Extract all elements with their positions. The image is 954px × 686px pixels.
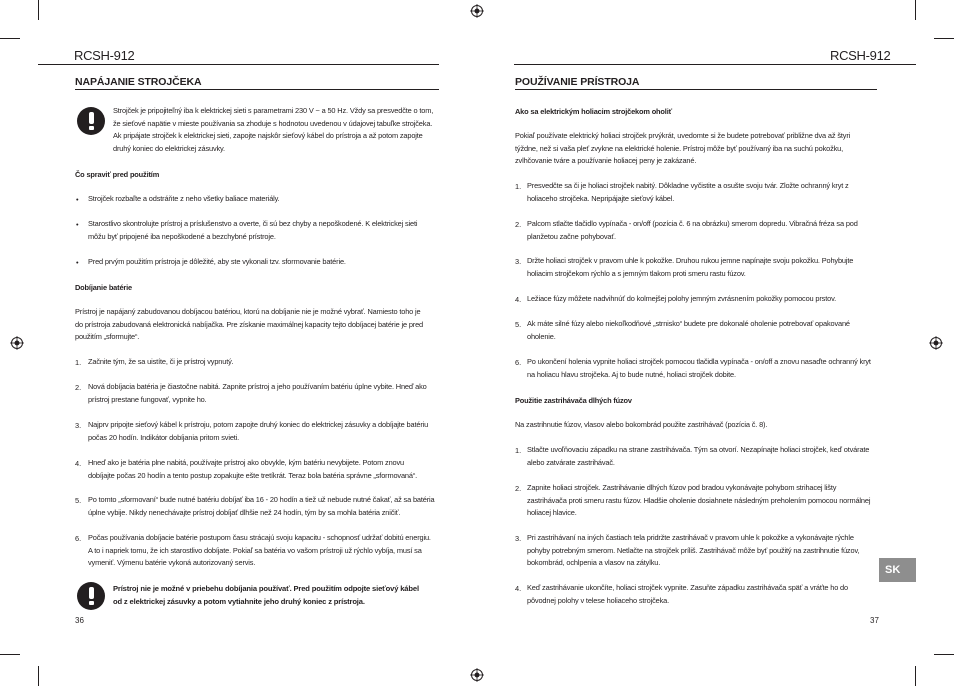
list-item: Ležiace fúzy môžete nadvihnúť do kolmejšej polohy jemným zvrásnením pokožky pomocou prstov. bbox=[527, 294, 836, 303]
section-heading: NAPÁJANIE STROJČEKA bbox=[75, 76, 202, 88]
heading-rule bbox=[515, 89, 877, 90]
step-number: 3. bbox=[75, 421, 82, 430]
model-name-left: RCSH-912 bbox=[74, 48, 135, 63]
step-number: 1. bbox=[515, 446, 522, 455]
warning-text: Strojček je pripojiteľný iba k elektrickej sieti s parametrami 230 V ~ a 50 Hz. Vždy sa presvedčte o tom, že sieťové napätie v mieste používania sa zhoduje s hodnotou uvedenou v údajovej tabuľke strojčeka. Ak pripájate strojček k elektrickej sieti, zapojte najskôr sieťový kábel do prístroja a až potom zapojte druhý koniec do elektrickej zásuvky. bbox=[113, 106, 434, 153]
step-number: 4. bbox=[515, 295, 522, 304]
page-number: 36 bbox=[75, 616, 84, 625]
list-item: Po tomto „sformovaní“ bude nutné batériu dobíjať iba 16 - 20 hodín a tiež už nebude nutné čakať, až sa batéria úplne vybije. Nikdy nenechávajte prístroj dobíjať dlhšie než 24 hodín, tým by sa mohla batéria zničiť. bbox=[88, 495, 435, 517]
subheading: Použitie zastrihávača dlhých fúzov bbox=[515, 396, 632, 405]
list-item: Nová dobíjacia batéria je čiastočne nabitá. Zapnite prístroj a jeho používaním batériu úplne vybite. Hneď ako prístroj prestane fungovať, vypnite ho. bbox=[88, 382, 427, 404]
list-item: Držte holiaci strojček v pravom uhle k pokožke. Druhou rukou jemne napínajte svoju pokožku. Pohybujte holiacim strojčekom rýchlo a s jemným tlakom proti smeru rastu fúzov. bbox=[527, 256, 854, 278]
crop-mark bbox=[915, 0, 916, 20]
paragraph: Pokiaľ používate elektrický holiaci strojček prvýkrát, uvedomte si že budete potrebovať približne dva až štyri týždne, než si vaša pleť zvykne na elektrické holenie. Prístroj môže byť používaný iba na suchú pokožku, zvlhčovanie tváre a používanie holiacej peny je zakázané. bbox=[515, 131, 851, 166]
list-item: Stlačte uvoľňovaciu západku na strane zastrihávača. Tým sa otvorí. Nezapínajte holiaci strojček, keď otvárate alebo zatvárate zastrihávač. bbox=[527, 445, 870, 467]
step-number: 6. bbox=[75, 534, 82, 543]
list-item: Presvedčte sa či je holiaci strojček nabitý. Dôkladne vyčistite a osušte svoju tvár. Zložte ochranný kryt z holiaceho strojčeka. Nepripájajte sieťový kábel. bbox=[527, 181, 849, 203]
paragraph: Prístroj je napájaný zabudovanou dobíjacou batériou, ktorú na dobíjanie nie je možné vybrať. Namiesto toho je do prístroja zabudovaná elektronická nabíjačka. Pre získanie maximálnej kapacity tejto dobíjacej batérie je pred použitím „sformujte“. bbox=[75, 307, 424, 342]
crop-mark bbox=[934, 654, 954, 655]
language-tab: SK bbox=[879, 558, 916, 582]
crop-mark bbox=[38, 666, 39, 686]
step-number: 1. bbox=[75, 358, 82, 367]
step-number: 2. bbox=[515, 484, 522, 493]
registration-mark-icon bbox=[470, 4, 484, 18]
bullet: • bbox=[76, 258, 79, 267]
crop-mark bbox=[0, 654, 20, 655]
heading-rule bbox=[75, 89, 439, 90]
warning-icon bbox=[77, 582, 105, 610]
step-number: 3. bbox=[515, 257, 522, 266]
crop-mark bbox=[38, 0, 39, 20]
crop-mark bbox=[915, 666, 916, 686]
list-item: Starostlivo skontrolujte prístroj a príslušenstvo a overte, či sú bez chyby a nepoškodené. K elektrickej sieti môžu byť pripojené iba nepoškodené a bezchybné prístroje. bbox=[88, 219, 418, 241]
registration-mark-icon bbox=[10, 336, 24, 350]
warning-icon bbox=[77, 107, 105, 135]
list-item: Pred prvým použitím prístroja je dôležité, aby ste vykonali tzv. sformovanie batérie. bbox=[88, 257, 346, 266]
step-number: 4. bbox=[75, 459, 82, 468]
step-number: 5. bbox=[515, 320, 522, 329]
page-number: 37 bbox=[870, 616, 879, 625]
registration-mark-icon bbox=[929, 336, 943, 350]
header-rule bbox=[514, 64, 916, 65]
list-item: Strojček rozbaľte a odstráňte z neho všetky baliace materiály. bbox=[88, 194, 280, 203]
subheading: Dobíjanie batérie bbox=[75, 283, 133, 292]
step-number: 6. bbox=[515, 358, 522, 367]
list-item: Najprv pripojte sieťový kábel k prístroju, potom zapojte druhý koniec do elektrickej zásuvky a dobíjajte batériu počas 20 hodín. Indikátor dobíjania pritom svieti. bbox=[88, 420, 429, 442]
model-name-right: RCSH-912 bbox=[830, 48, 891, 63]
step-number: 2. bbox=[75, 383, 82, 392]
list-item: Po ukončení holenia vypnite holiaci strojček pomocou tlačidla vypínača - on/off a znovu nasaďte ochranný kryt na holiacu hlavu strojčeka. Aj to bude nutné, holiaci strojček dobite. bbox=[527, 357, 871, 379]
step-number: 4. bbox=[515, 584, 522, 593]
list-item: Hneď ako je batéria plne nabitá, používajte prístroj ako obvykle, kým batériu nevybijete. Potom znovu dobíjajte počas 20 hodín a tento postup zopakujte ešte tretíkrát. Teraz bola batéria správne „sformovaná“. bbox=[88, 458, 418, 480]
bullet: • bbox=[76, 220, 79, 229]
paragraph: Na zastrihnutie fúzov, vlasov alebo bokombrád použite zastrihávač (pozícia č. 8). bbox=[515, 420, 768, 429]
section-heading: POUŽÍVANIE PRÍSTROJA bbox=[515, 76, 640, 88]
registration-mark-icon bbox=[470, 668, 484, 682]
step-number: 1. bbox=[515, 182, 522, 191]
list-item: Začnite tým, že sa uistíte, či je prístroj vypnutý. bbox=[88, 357, 234, 366]
list-item: Keď zastrihávanie ukončíte, holiaci strojček vypnite. Zasuňte západku zastrihávača späť a vráťte ho do pôvodnej polohy v telese holiaceho strojčeka. bbox=[527, 583, 848, 605]
subheading: Ako sa elektrickým holiacim strojčekom oholiť bbox=[515, 107, 672, 116]
step-number: 3. bbox=[515, 534, 522, 543]
step-number: 2. bbox=[515, 220, 522, 229]
crop-mark bbox=[0, 38, 20, 39]
warning-text: Prístroj nie je možné v priebehu dobíjania používať. Pred použitím odpojte sieťový kábel od z elektrickej zásuvky a potom vytiahnite jeho druhý koniec z prístroja. bbox=[113, 584, 419, 606]
header-rule bbox=[38, 64, 439, 65]
list-item: Pri zastrihávaní na iných častiach tela pridržte zastrihávač v pravom uhle k pokožke a vykonávajte rýchle pohyby potrebným smerom. Netlačte na strojček príliš. Zastrihávač môže byť použitý na zastrihnutie fúzov, bokombrád, ochlpenia a vlasov na zátylku. bbox=[527, 533, 860, 568]
list-item: Zapnite holiaci strojček. Zastrihávanie dlhých fúzov pod bradou vykonávajte pohybom strihacej lišty zastrihávača proti smeru rastu fúzov. Hladšie oholenie dosiahnete následným preholením pomocou normálnej holiacej hlavice. bbox=[527, 483, 871, 518]
list-item: Palcom stlačte tlačidlo vypínača - on/off (pozícia č. 6 na obrázku) smerom dopredu. Vibračná fréza sa pod planžetou začne pohybovať. bbox=[527, 219, 858, 241]
crop-mark bbox=[934, 38, 954, 39]
bullet: • bbox=[76, 195, 79, 204]
step-number: 5. bbox=[75, 496, 82, 505]
subheading: Čo spraviť pred použitím bbox=[75, 170, 160, 179]
list-item: Počas používania dobíjacie batérie postupom času strácajú svoju kapacitu - schopnosť udržať dobitú energiu. A to i napriek tomu, že ich starostlivo dobíjate. Pokiaľ sa batéria vo vašom prístroji už rýchlo vybíja, musí sa vymeniť. Výmenu batérie vykoná autorizovaný servis. bbox=[88, 533, 431, 568]
list-item: Ak máte silné fúzy alebo niekoľkodňové „strnisko“ budete pre dokonalé oholenie potrebovať opakované oholenie. bbox=[527, 319, 850, 341]
